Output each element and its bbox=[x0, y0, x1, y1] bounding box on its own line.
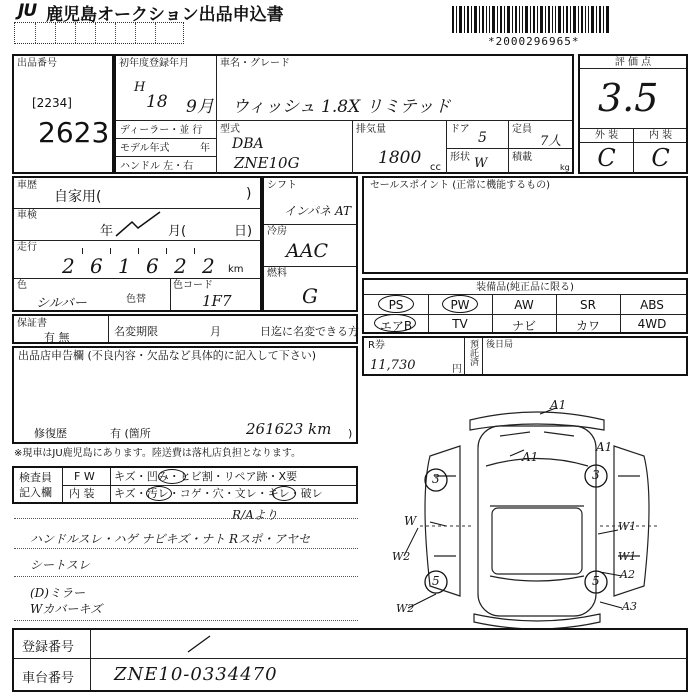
usage-close: ) bbox=[246, 186, 252, 202]
mileage-digit: 2 bbox=[62, 254, 75, 278]
mileage-digit: 6 bbox=[146, 254, 159, 278]
color-change-label: 色替 bbox=[126, 294, 146, 305]
car-name-label: 車名・グレード bbox=[220, 58, 290, 69]
diagram-mark-a1-top: A1 bbox=[550, 398, 567, 412]
diagram-mark-w1-right: W1 bbox=[618, 550, 637, 563]
color-code-label: 色コード bbox=[173, 280, 213, 291]
sales-point-label: セールスポイント (正常に機能するもの) bbox=[370, 180, 551, 191]
first-reg-era: H bbox=[134, 80, 146, 95]
model-year-label: モデル年式 bbox=[120, 143, 170, 154]
recycle-unit: 円 bbox=[452, 364, 462, 375]
footer-note: ※現車はJU鹿児島にあります。陸送費は落札店負担となります。 bbox=[14, 448, 302, 459]
evaluation-box bbox=[578, 54, 688, 174]
door-label: ドア bbox=[450, 124, 470, 135]
score-label: 評 価 点 bbox=[614, 57, 652, 68]
sales-point-box bbox=[362, 176, 688, 274]
inspection-label: 車検 bbox=[17, 210, 37, 221]
diagram-mark-a1-hood: A1 bbox=[522, 450, 539, 464]
diagram-mark-w-left: W bbox=[404, 514, 417, 528]
interior-label: 内 装 bbox=[648, 130, 673, 141]
diagram-mark-a3: A3 bbox=[622, 600, 637, 613]
inspector-circle-wear bbox=[272, 486, 296, 501]
equip-leather: カワ bbox=[575, 319, 600, 333]
barcode-icon bbox=[452, 6, 612, 33]
mileage-digit: 2 bbox=[174, 254, 187, 278]
inspector-fw: F W bbox=[74, 470, 95, 483]
shift-box bbox=[262, 176, 358, 312]
first-reg-month: 9月 bbox=[186, 97, 214, 117]
usage-value: 自家用( bbox=[54, 189, 102, 205]
equip-pw: PW bbox=[450, 298, 470, 312]
equip-ps: PS bbox=[388, 298, 404, 312]
barcode bbox=[452, 6, 612, 33]
recycle-deposited: 預託済 bbox=[468, 339, 478, 366]
shift-value: インパネ AT bbox=[284, 204, 351, 218]
entry-no-label: 出品番号 bbox=[17, 58, 57, 69]
chassis-number-label: 車台番号 bbox=[22, 671, 75, 686]
exterior-label: 外 装 bbox=[594, 130, 619, 141]
mileage-digits bbox=[54, 248, 222, 276]
equip-airbag-circle bbox=[374, 314, 416, 332]
follow-label: 後日局 bbox=[486, 340, 514, 350]
barcode-text: *2000296965* bbox=[488, 35, 580, 48]
first-reg-label: 初年度登録年月 bbox=[119, 58, 189, 69]
expire-note: 日迄に名変できる方 bbox=[260, 325, 359, 338]
shape-label: 形状 bbox=[450, 152, 470, 163]
inspector-box bbox=[12, 466, 358, 504]
equipment-label: 装備品(純正品に限る) bbox=[476, 282, 574, 293]
diagram-mark-5-right: 5 bbox=[592, 574, 600, 588]
equip-aw: AW bbox=[514, 298, 534, 312]
inspection-year: 年 bbox=[100, 224, 114, 239]
strike-mark bbox=[114, 210, 164, 240]
inspector-label-2: 記入欄 bbox=[19, 486, 52, 499]
repair-value: 有 (箇所 bbox=[110, 427, 151, 440]
diagram-mark-w2-bottom: W2 bbox=[396, 602, 415, 615]
inspector-note-3: シートスレ bbox=[30, 558, 90, 572]
equip-pw-circle bbox=[442, 295, 478, 313]
report-box bbox=[12, 346, 358, 444]
top-grid bbox=[14, 22, 184, 44]
inspector-circle-dent bbox=[158, 469, 186, 484]
usage-box bbox=[12, 176, 262, 312]
ac-value: AAC bbox=[286, 240, 328, 262]
car-diagram bbox=[390, 396, 690, 628]
warranty-options: 有 無 bbox=[44, 331, 70, 344]
diagram-mark-5-left: 5 bbox=[432, 574, 440, 588]
first-reg-year: 18 bbox=[146, 92, 168, 112]
inspector-note-1: R/Aより bbox=[232, 508, 278, 522]
shift-label: シフト bbox=[267, 180, 297, 191]
registration-box bbox=[12, 628, 688, 692]
diagram-mark-a2: A2 bbox=[620, 568, 635, 581]
type-label: 型式 bbox=[220, 124, 240, 135]
handle-label: ハンドル 左・右 bbox=[120, 161, 194, 172]
color-code-value: 1F7 bbox=[202, 292, 232, 310]
equip-navi: ナビ bbox=[511, 319, 536, 333]
diagram-mark-w2-left: W2 bbox=[392, 550, 411, 563]
reg-slash-mark bbox=[184, 634, 214, 654]
shape-value: W bbox=[474, 156, 488, 171]
report-title: 出品店申告欄 (不良内容・欠品など具体的に記入して下さい) bbox=[18, 349, 317, 362]
color-value: シルバー bbox=[36, 296, 87, 311]
repair-label: 修復歴 bbox=[34, 427, 67, 440]
recycle-box bbox=[362, 336, 688, 376]
repair-close: ) bbox=[348, 427, 353, 440]
diagram-mark-3-right: 3 bbox=[592, 468, 600, 482]
dealer-label: ディーラー・並 行 bbox=[120, 125, 203, 136]
equip-4wd: 4WD bbox=[637, 317, 667, 331]
equip-sr: SR bbox=[580, 298, 596, 312]
recycle-label: R券 bbox=[368, 340, 385, 351]
inspector-row2: キズ・汚レ・コゲ・穴・文レ・キレ・破レ bbox=[114, 487, 323, 500]
type-value-2: ZNE10G bbox=[234, 154, 300, 172]
recycle-value: 11,730 bbox=[370, 358, 416, 373]
displacement-value: 1800 bbox=[378, 148, 422, 168]
equip-ps-circle bbox=[378, 295, 414, 313]
inspector-row1: キズ・凹み・ヒビ割・リペア跡・X要 bbox=[114, 470, 298, 483]
inspector-note-2: ハンドルスレ・ハゲ ナビキズ・ナト Rスポ・アヤセ bbox=[30, 532, 311, 546]
door-value: 5 bbox=[478, 130, 487, 146]
warranty-label: 保証書 bbox=[17, 318, 47, 329]
equipment-box bbox=[362, 278, 688, 334]
chassis-number-value: ZNE10-0334470 bbox=[114, 664, 278, 685]
report-mileage-note: 261623 km bbox=[246, 420, 332, 438]
ac-label: 冷房 bbox=[267, 226, 287, 237]
inspector-interior: 内 装 bbox=[69, 487, 95, 500]
expire-month: 月 bbox=[210, 325, 221, 338]
inspection-month: 月( bbox=[168, 224, 187, 239]
mileage-label: 走行 bbox=[17, 242, 37, 253]
mileage-digit: 1 bbox=[118, 254, 131, 278]
capacity-value: 7人 bbox=[540, 134, 562, 149]
equip-abs: ABS bbox=[640, 298, 664, 312]
fuel-value: G bbox=[302, 284, 318, 308]
entry-bracket-no: [2234] bbox=[32, 96, 72, 110]
inspector-note-5: Wカバーキズ bbox=[30, 602, 103, 616]
load-unit: kg bbox=[560, 163, 570, 172]
score-value: 3.5 bbox=[598, 76, 659, 120]
vehicle-info-box bbox=[114, 54, 574, 174]
entry-number-box bbox=[12, 54, 114, 174]
equip-airbag: エアB bbox=[379, 319, 413, 333]
expire-label: 名変期限 bbox=[114, 325, 158, 338]
mileage-unit: km bbox=[228, 264, 244, 275]
usage-label: 車歴 bbox=[17, 180, 37, 191]
inspector-circle-dirt bbox=[146, 486, 172, 501]
diagram-mark-w1-side: W1 bbox=[618, 520, 637, 533]
fuel-label: 燃料 bbox=[267, 268, 287, 279]
car-name-value: ウィッシュ 1.8X リミテッド bbox=[232, 97, 451, 117]
inspector-note-4: (D)ミラー bbox=[30, 586, 85, 600]
entry-no-value: 2623 bbox=[38, 116, 110, 149]
form-title: 鹿児島オークション出品申込書 bbox=[46, 5, 284, 25]
reg-number-label: 登録番号 bbox=[22, 640, 75, 655]
color-label: 色 bbox=[17, 280, 27, 291]
warranty-box bbox=[12, 314, 358, 344]
inspection-day: 日) bbox=[234, 224, 253, 239]
type-value-1: DBA bbox=[232, 136, 264, 152]
car-outline-diagram bbox=[390, 396, 690, 628]
exterior-value: C bbox=[597, 144, 616, 172]
ju-logo: JU bbox=[18, 1, 37, 21]
capacity-label: 定員 bbox=[512, 124, 532, 135]
mileage-digit: 2 bbox=[202, 254, 215, 278]
diagram-mark-3-left: 3 bbox=[432, 472, 440, 486]
displacement-unit: cc bbox=[430, 162, 441, 173]
load-label: 積載 bbox=[512, 152, 532, 163]
inspector-label-1: 検査員 bbox=[19, 471, 52, 484]
mileage-digit: 6 bbox=[90, 254, 103, 278]
interior-value: C bbox=[651, 144, 670, 172]
model-year-unit: 年 bbox=[200, 143, 210, 154]
diagram-mark-a1-right: A1 bbox=[596, 440, 613, 454]
equip-tv: TV bbox=[452, 317, 468, 331]
displacement-label: 排気量 bbox=[356, 124, 386, 135]
